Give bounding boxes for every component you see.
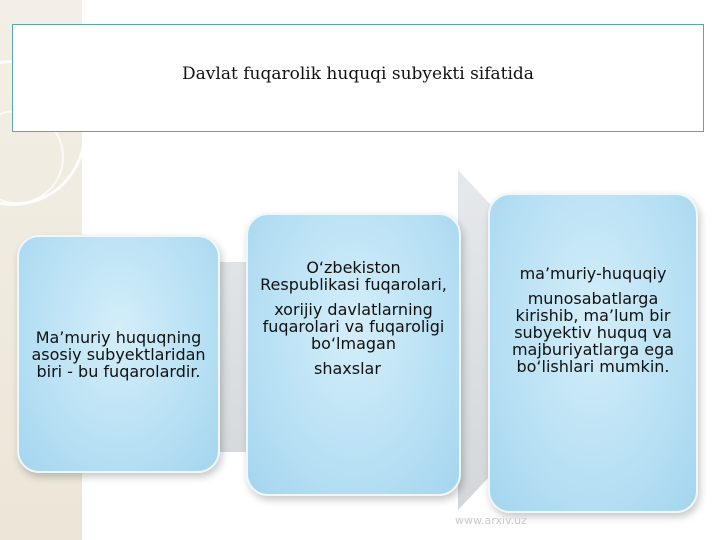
info-box-3-paragraph-2: munosabatlarga kirishib, ma’lum bir subyektiv huquq va majburiyatlarga ega bo‘lishlari mumkin. — [511, 289, 675, 376]
info-box-2-paragraph-2: xorijiy davlatlarning fuqarolari va fuqaroligi bo‘lmagan — [262, 300, 445, 353]
info-box-1-text: Ma’muriy huquqning asosiy subyektlaridan biri - bu fuqarolardir. — [31, 327, 206, 381]
info-box-3 — [488, 193, 698, 513]
title-box — [12, 24, 704, 132]
info-box-1 — [17, 235, 220, 473]
info-box-2-paragraph-1: O‘zbekiston Respublikasi fuqarolari, — [260, 258, 447, 294]
watermark: www.arxiv.uz — [455, 514, 527, 527]
info-box-3-paragraph-1: ma’muriy-huquqiy — [519, 264, 667, 283]
info-box-2 — [246, 213, 461, 496]
slide-title: Davlat fuqarolik huquqi subyekti sifatida — [182, 64, 534, 84]
info-box-2-paragraph-3: shaxslar — [314, 359, 381, 378]
